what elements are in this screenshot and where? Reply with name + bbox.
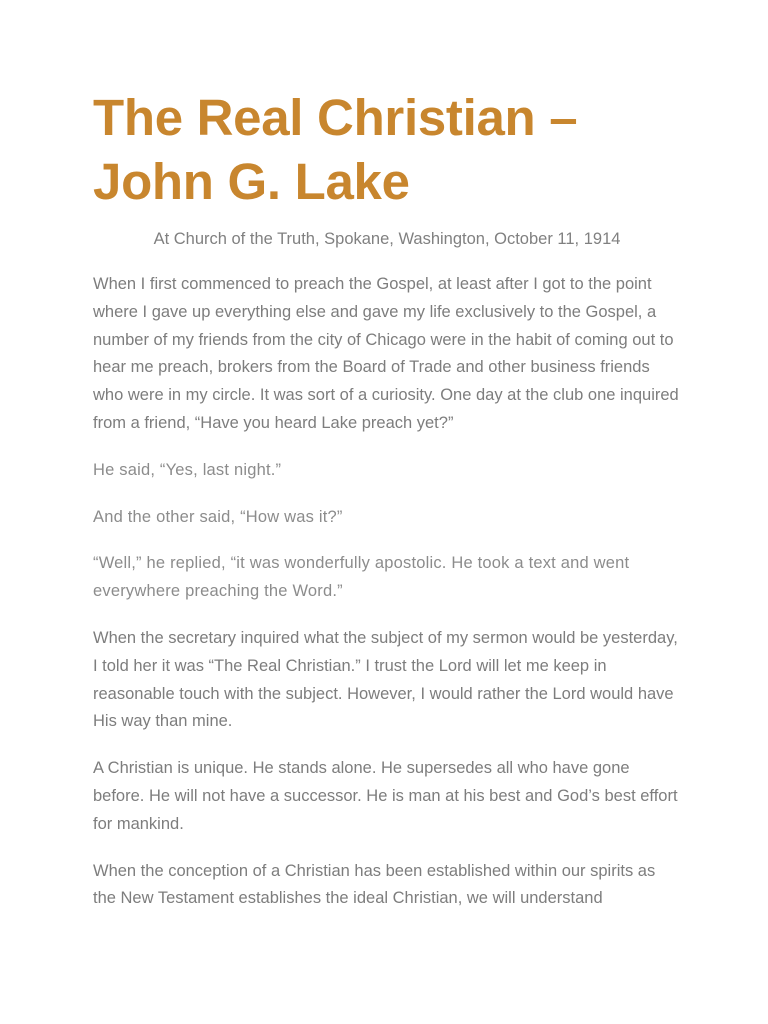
paragraph-3: And the other said, “How was it?” xyxy=(93,507,343,526)
paragraph-1: When I first commenced to preach the Gospel, at least after I got to the point where I gave up everything else and gave my life exclusively to the Gospel, a number of my friends from the city of Chicago were in the habit of coming out to hear me preach, brokers from the Board of Trade and other business friends who were in my circle. It was sort of a curiosity. One day at the club one inquired from a friend, “Have you heard Lake preach yet?” xyxy=(93,275,679,432)
document-title: The Real Christian – John G. Lake xyxy=(93,89,578,210)
paragraph-6: A Christian is unique. He stands alone. He supersedes all who have gone before. He will not have a successor. He is man at his best and God’s best effort for mankind. xyxy=(93,759,678,833)
paragraph-2: He said, “Yes, last night.” xyxy=(93,460,282,479)
document-subtitle: At Church of the Truth, Spokane, Washington, October 11, 1914 xyxy=(153,230,621,248)
paragraph-4: “Well,” he replied, “it was wonderfully apostolic. He took a text and went everywhere preaching the Word.” xyxy=(93,554,630,601)
paragraph-7: When the conception of a Christian has been established within our spirits as the New Testament establishes the ideal Christian, we will understand xyxy=(93,861,656,908)
document-page xyxy=(93,86,681,913)
paragraph-5: When the secretary inquired what the subject of my sermon would be yesterday, I told her it was “The Real Christian.” I trust the Lord will let me keep in reasonable touch with the subject. However, I would rather the Lord would have His way than mine. xyxy=(93,628,678,731)
